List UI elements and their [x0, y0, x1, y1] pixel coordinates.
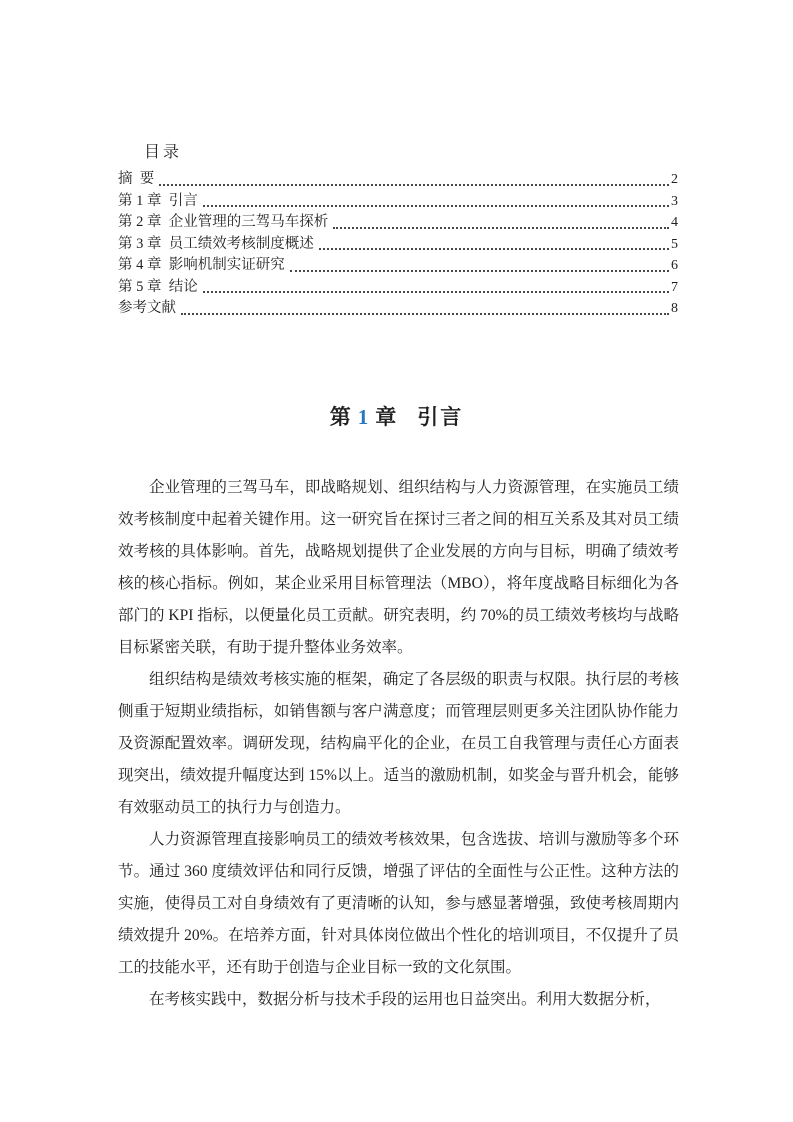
toc-dotted-leader	[159, 184, 669, 186]
toc-dotted-leader	[181, 313, 669, 315]
toc-entry-label: 第 1 章 引言	[118, 192, 198, 209]
toc-page-number: 3	[671, 193, 678, 209]
toc-entry-label: 第 5 章 结论	[118, 278, 198, 295]
body-paragraph-2: 组织结构是绩效考核实施的框架，确定了各层级的职责与权限。执行层的考核侧重于短期业绩指标，如销售额与客户满意度；而管理层则更多关注团队协作能力及资源配置效率。调研发现，结构扁平化的企业，在员工自我管理与责任心方面表现突出，绩效提升幅度达到 15%以上。适当的激励机制，如奖金与晋升机会，能够有效驱动员工的执行力与创造力。	[118, 671, 679, 816]
toc-page-number: 2	[671, 172, 678, 187]
toc-entry-chapter-5[interactable]	[118, 277, 678, 299]
toc-entry-chapter-3[interactable]	[118, 234, 678, 256]
chapter-title: 引言	[417, 405, 464, 429]
toc-page-number: 4	[671, 215, 678, 230]
chapter-label-pre: 第	[329, 405, 352, 429]
toc-page-number: 7	[671, 279, 678, 295]
toc-dotted-leader	[203, 205, 669, 207]
toc-entry-chapter-4[interactable]	[118, 255, 678, 277]
toc-entry-label: 第 3 章 员工绩效考核制度概述	[118, 235, 314, 252]
chapter-body	[118, 472, 679, 1016]
toc-dotted-leader	[319, 248, 669, 250]
toc-dotted-leader	[333, 227, 669, 229]
body-paragraph-1: 企业管理的三驾马车，即战略规划、组织结构与人力资源管理，在实施员工绩效考核制度中起着关键作用。这一研究旨在探讨三者之间的相互关系及其对员工绩效考核的具体影响。首先，战略规划提供了企业发展的方向与目标，明确了绩效考核的核心指标。例如，某企业采用目标管理法（MBO），将年度战略目标细化为各部门的 KPI 指标，以便量化员工贡献。研究表明，约 70%的员工绩效考核均与战略目标紧密关联，有助于提升整体业务效率。	[118, 479, 680, 656]
body-paragraph-3: 人力资源管理直接影响员工的绩效考核效果，包含选拔、培训与激励等多个环节。通过 360 度绩效评估和同行反馈，增强了评估的全面性与公正性。这种方法的实施，使得员工对自身绩效有了更清晰的认知，参与感显著增强，致使考核周期内绩效提升 20%。在培养方面，针对具体岗位做出个性化的培训项目，不仅提升了员工的技能水平，还有助于创造与企业目标一致的文化氛围。	[118, 831, 679, 976]
toc-entry-label: 第 2 章 企业管理的三驾马车探析	[118, 214, 329, 230]
toc-entry-label: 第 4 章 影响机制实证研究	[118, 257, 285, 273]
toc-entry-chapter-1[interactable]	[118, 191, 678, 213]
chapter-heading	[0, 401, 793, 431]
toc-title: 目录	[144, 144, 183, 161]
chapter-label-post: 章	[375, 405, 398, 429]
toc-entry-abstract[interactable]	[118, 169, 678, 191]
body-paragraph-4: 在考核实践中，数据分析与技术手段的运用也日益突出。利用大数据分析，	[149, 991, 661, 1008]
toc-dotted-leader	[203, 291, 669, 293]
chapter-number: 1	[357, 405, 370, 429]
toc-page-number: 5	[671, 236, 678, 252]
toc-dotted-leader	[290, 270, 669, 272]
table-of-contents	[118, 139, 678, 320]
toc-entry-label: 摘 要	[118, 171, 155, 187]
toc-entry-references[interactable]	[118, 298, 678, 320]
toc-entry-label: 参考文献	[118, 300, 176, 316]
toc-entry-chapter-2[interactable]	[118, 212, 678, 234]
toc-page-number: 8	[671, 301, 678, 316]
toc-page-number: 6	[671, 258, 678, 273]
